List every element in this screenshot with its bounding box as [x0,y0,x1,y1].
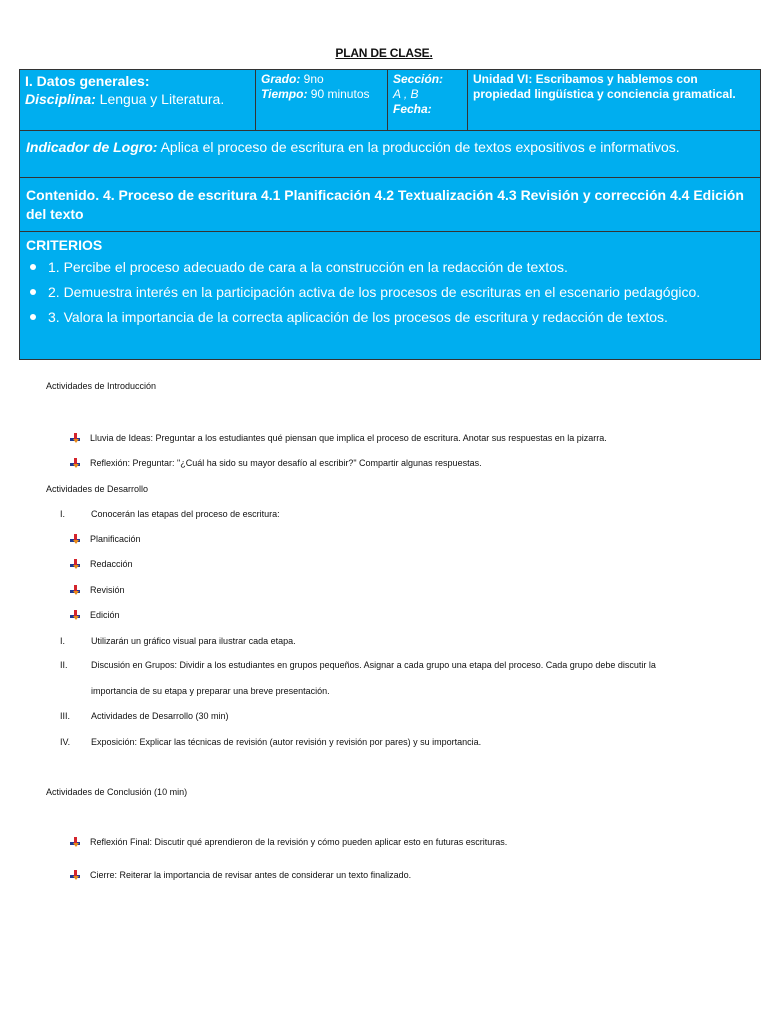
arrow-bullet-icon [70,584,82,596]
numbered-text: Exposición: Explicar las técnicas de revisión (autor revisión y revisión por pares) y su importancia. [91,737,482,747]
criterios-band [19,232,761,360]
roman-numeral: III. [60,711,71,721]
disciplina-label: Disciplina: [25,91,96,107]
unidad-text: Unidad VI: Escribamos y hablemos con propiedad lingüística y conciencia gramatical. [473,72,736,101]
list-item-text: Reflexión: Preguntar: "¿Cuál ha sido su mayor desafío al escribir?" Compartir algunas respuestas. [90,458,482,468]
numbered-text-continued: importancia de su etapa y preparar una breve presentación. [91,686,330,696]
arrow-bullet-icon [70,558,82,570]
general-data-cell [19,69,255,131]
roman-numeral: I. [60,636,66,646]
arrow-bullet-icon [70,609,82,621]
arrow-bullet-icon [70,533,82,545]
bullet-icon [30,314,36,320]
seccion-fecha-cell [387,69,467,131]
list-item [70,609,120,621]
disciplina-value: Lengua y Literatura. [95,91,225,107]
list-item-text: Revisión [90,585,125,595]
desarrollo-intro: Conocerán las etapas del proceso de escritura: [91,509,280,519]
fecha-label: Fecha: [393,102,432,116]
grado-label: Grado: [261,72,301,86]
list-item [70,836,507,848]
arrow-bullet-icon [70,432,82,444]
list-item-text: Cierre: Reiterar la importancia de revisar antes de considerar un texto finalizado. [90,870,412,880]
criterio-text: 3. Valora la importancia de la correcta aplicación de los procesos de escritura y redacción de textos. [48,308,668,325]
document-title: PLAN DE CLASE. [335,46,433,60]
list-item-text: Planificación [90,534,141,544]
seccion-label: Sección: [393,72,444,86]
criterio-item [26,304,754,329]
criterio-text: 2. Demuestra interés en la participación activa de los procesos de escrituras en el escenario pedagógico. [48,283,701,300]
bullet-icon [30,289,36,295]
seccion-value: A , B [393,87,419,101]
criterio-item [26,279,754,304]
indicador-band [19,131,761,178]
list-item [70,558,133,570]
unidad-cell [467,69,761,131]
arrow-bullet-icon [70,836,82,848]
contenido-band [19,178,761,232]
datos-generales-heading: I. Datos generales: [25,73,150,89]
grado-tiempo-cell [255,69,387,131]
tiempo-label: Tiempo: [261,87,308,101]
numbered-text: Actividades de Desarrollo (30 min) [91,711,229,721]
roman-numeral: II. [60,660,68,670]
indicador-text: Aplica el proceso de escritura en la producción de textos expositivos e informativos. [157,139,680,155]
grado-value: 9no [300,72,324,86]
list-item [70,584,125,596]
roman-numeral: I. [60,509,66,519]
numbered-text: Utilizarán un gráfico visual para ilustrar cada etapa. [91,636,296,646]
tiempo-value: 90 minutos [307,87,370,101]
list-item-text: Redacción [90,559,133,569]
numbered-text: Discusión en Grupos: Dividir a los estudiantes en grupos pequeños. Asignar a cada grupo una etapa del proceso. Cada grupo debe discutir la [91,660,656,670]
list-item-text: Edición [90,610,120,620]
arrow-bullet-icon [70,869,82,881]
list-item-text: Lluvia de Ideas: Preguntar a los estudiantes qué piensan que implica el proceso de escritura. Anotar sus respuestas en la pizarra. [90,433,607,443]
desarrollo-heading: Actividades de Desarrollo [46,484,149,494]
list-item [70,432,607,444]
contenido-text: Contenido. 4. Proceso de escritura 4.1 Planificación 4.2 Textualización 4.3 Revisión y corrección 4.4 Edición del texto [26,187,744,222]
list-item [70,457,482,469]
conclusion-heading: Actividades de Conclusión (10 min) [46,787,188,797]
indicador-label: Indicador de Logro: [26,139,158,155]
list-item [70,533,141,545]
introduccion-heading: Actividades de Introducción [46,381,157,391]
list-item [70,869,411,881]
list-item-text: Reflexión Final: Discutir qué aprendieron de la revisión y cómo pueden aplicar esto en futuras escrituras. [90,837,508,847]
roman-numeral: IV. [60,737,71,747]
criterio-text: 1. Percibe el proceso adecuado de cara a la construcción en la redacción de textos. [48,258,568,275]
bullet-icon [30,264,36,270]
criterios-heading: CRITERIOS [26,237,103,253]
general-data-row [19,69,761,131]
arrow-bullet-icon [70,457,82,469]
criterio-item [26,254,754,279]
